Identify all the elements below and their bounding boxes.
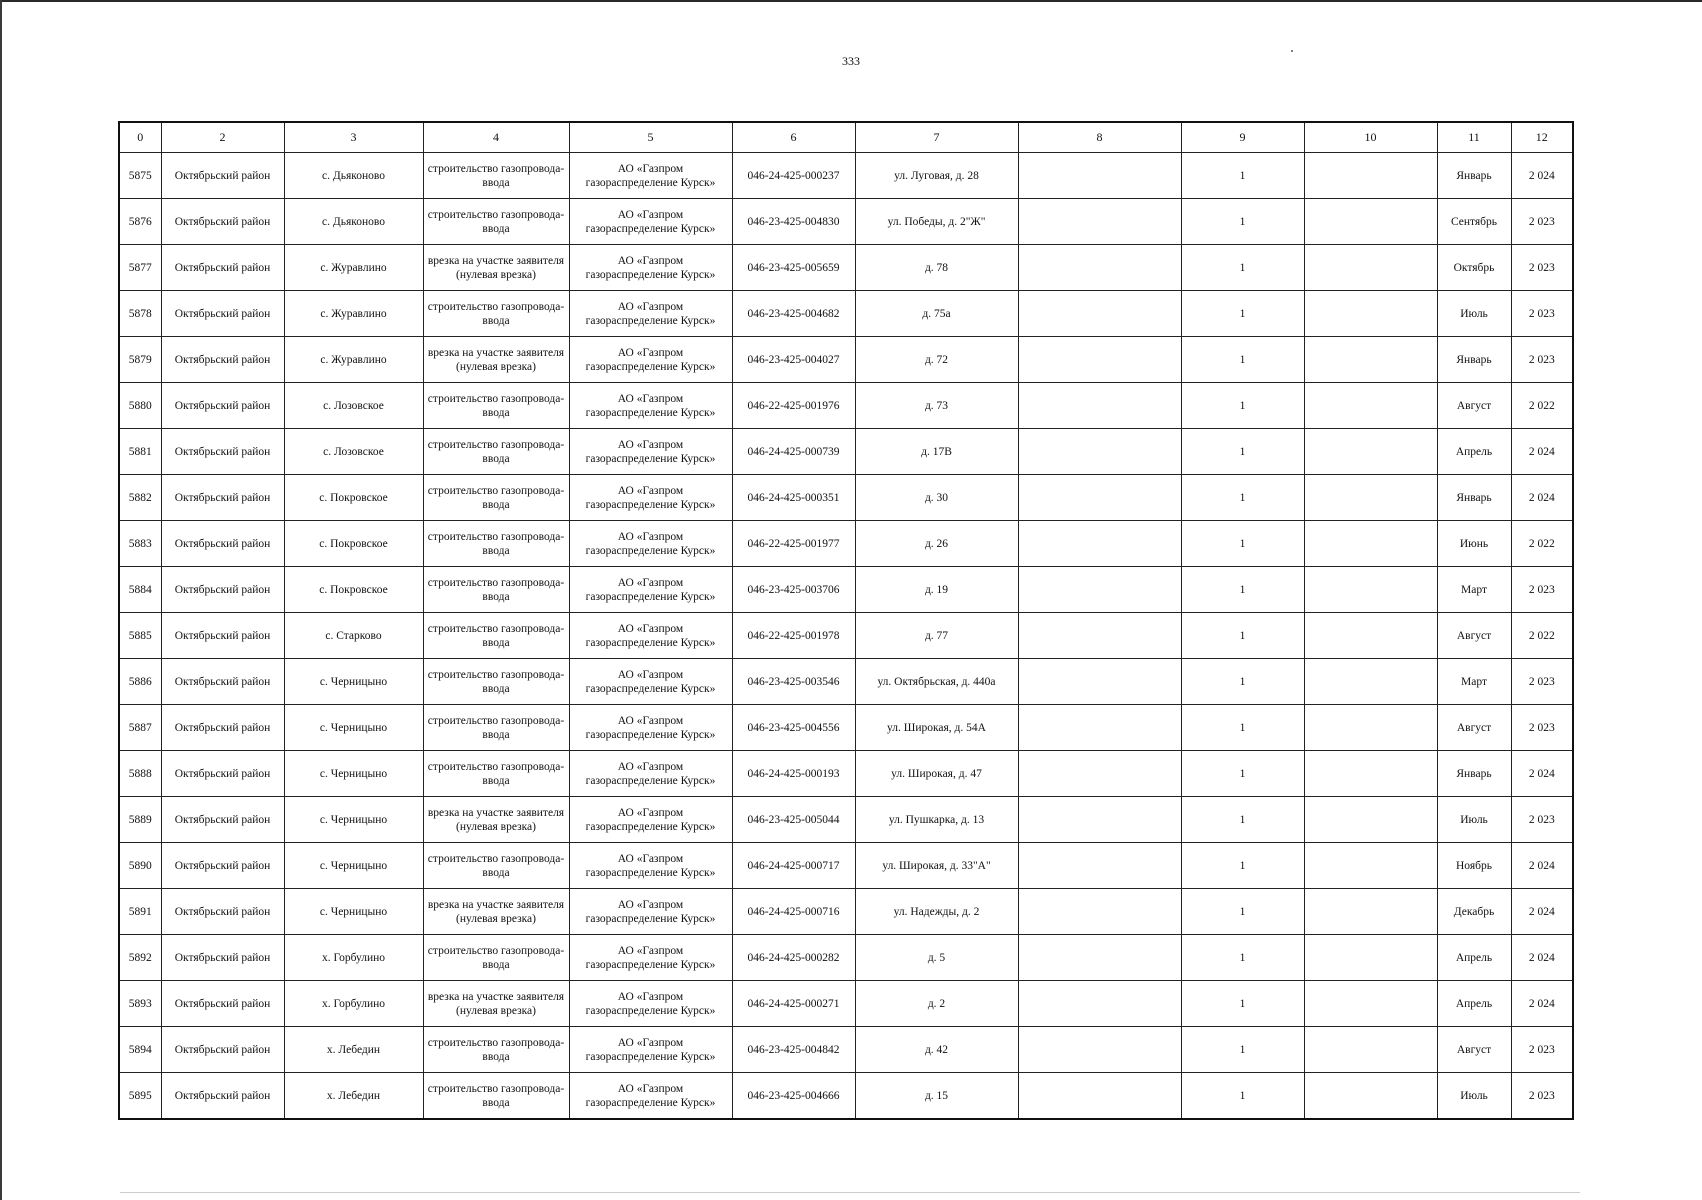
column-header: 8 [1018,122,1181,153]
column-10-cell [1304,981,1437,1027]
month-cell: Апрель [1437,429,1511,475]
address-cell: ул. Надежды, д. 2 [855,889,1018,935]
organization-cell: АО «Газпром газораспределение Курск» [569,383,732,429]
column-header: 3 [284,122,423,153]
month-cell: Январь [1437,751,1511,797]
table-row [119,797,1573,843]
district-cell: Октябрьский район [161,199,284,245]
work-type-cell: строительство газопровода-ввода [423,521,569,567]
row-number: 5879 [119,337,161,383]
organization-cell: АО «Газпром газораспределение Курск» [569,429,732,475]
row-number: 5886 [119,659,161,705]
quantity-cell: 1 [1181,475,1304,521]
quantity-cell: 1 [1181,981,1304,1027]
locality-cell: с. Покровское [284,475,423,521]
row-number: 5876 [119,199,161,245]
address-cell: ул. Победы, д. 2"Ж" [855,199,1018,245]
locality-cell: с. Лозовское [284,383,423,429]
row-number: 5893 [119,981,161,1027]
district-cell: Октябрьский район [161,429,284,475]
application-code-cell: 046-24-425-000193 [732,751,855,797]
organization-cell: АО «Газпром газораспределение Курск» [569,475,732,521]
application-code-cell: 046-24-425-000351 [732,475,855,521]
column-header: 0 [119,122,161,153]
year-cell: 2 024 [1511,751,1573,797]
organization-cell: АО «Газпром газораспределение Курск» [569,567,732,613]
month-cell: Август [1437,613,1511,659]
organization-cell: АО «Газпром газораспределение Курск» [569,521,732,567]
work-type-cell: строительство газопровода-ввода [423,843,569,889]
year-cell: 2 023 [1511,199,1573,245]
year-cell: 2 022 [1511,613,1573,659]
row-number: 5891 [119,889,161,935]
address-cell: ул. Октябрьская, д. 440а [855,659,1018,705]
table-row [119,981,1573,1027]
quantity-cell: 1 [1181,935,1304,981]
district-cell: Октябрьский район [161,751,284,797]
locality-cell: х. Горбулино [284,935,423,981]
year-cell: 2 024 [1511,475,1573,521]
column-8-cell [1018,567,1181,613]
quantity-cell: 1 [1181,567,1304,613]
organization-cell: АО «Газпром газораспределение Курск» [569,337,732,383]
quantity-cell: 1 [1181,751,1304,797]
organization-cell: АО «Газпром газораспределение Курск» [569,797,732,843]
district-cell: Октябрьский район [161,383,284,429]
district-cell: Октябрьский район [161,1027,284,1073]
column-10-cell [1304,429,1437,475]
locality-cell: с. Черницыно [284,705,423,751]
organization-cell: АО «Газпром газораспределение Курск» [569,291,732,337]
column-10-cell [1304,521,1437,567]
quantity-cell: 1 [1181,521,1304,567]
table-row [119,751,1573,797]
district-cell: Октябрьский район [161,567,284,613]
table-row [119,567,1573,613]
column-8-cell [1018,429,1181,475]
address-cell: д. 30 [855,475,1018,521]
district-cell: Октябрьский район [161,797,284,843]
column-8-cell [1018,521,1181,567]
district-cell: Октябрьский район [161,659,284,705]
application-code-cell: 046-24-425-000271 [732,981,855,1027]
month-cell: Сентябрь [1437,199,1511,245]
work-type-cell: строительство газопровода-ввода [423,429,569,475]
month-cell: Июль [1437,797,1511,843]
year-cell: 2 023 [1511,659,1573,705]
column-10-cell [1304,843,1437,889]
work-type-cell: врезка на участке заявителя (нулевая врезка) [423,797,569,843]
table-row [119,291,1573,337]
quantity-cell: 1 [1181,1027,1304,1073]
year-cell: 2 022 [1511,383,1573,429]
month-cell: Январь [1437,475,1511,521]
year-cell: 2 024 [1511,153,1573,199]
address-cell: д. 73 [855,383,1018,429]
table-row [119,889,1573,935]
column-8-cell [1018,245,1181,291]
district-cell: Октябрьский район [161,291,284,337]
table-row [119,337,1573,383]
district-cell: Октябрьский район [161,935,284,981]
address-cell: д. 42 [855,1027,1018,1073]
application-code-cell: 046-23-425-003546 [732,659,855,705]
year-cell: 2 023 [1511,337,1573,383]
table-row [119,935,1573,981]
address-cell: ул. Широкая, д. 33"А" [855,843,1018,889]
work-type-cell: строительство газопровода-ввода [423,383,569,429]
table-row [119,1027,1573,1073]
scan-bottom-edge [120,1192,1580,1193]
column-10-cell [1304,751,1437,797]
column-10-cell [1304,797,1437,843]
district-cell: Октябрьский район [161,337,284,383]
organization-cell: АО «Газпром газораспределение Курск» [569,889,732,935]
row-number: 5885 [119,613,161,659]
column-10-cell [1304,659,1437,705]
locality-cell: с. Старково [284,613,423,659]
work-type-cell: строительство газопровода-ввода [423,199,569,245]
column-10-cell [1304,199,1437,245]
application-code-cell: 046-23-425-004556 [732,705,855,751]
organization-cell: АО «Газпром газораспределение Курск» [569,843,732,889]
column-10-cell [1304,567,1437,613]
column-header: 2 [161,122,284,153]
district-cell: Октябрьский район [161,521,284,567]
application-code-cell: 046-22-425-001977 [732,521,855,567]
column-header: 6 [732,122,855,153]
year-cell: 2 024 [1511,429,1573,475]
application-code-cell: 046-23-425-004830 [732,199,855,245]
row-number: 5883 [119,521,161,567]
quantity-cell: 1 [1181,889,1304,935]
row-number: 5889 [119,797,161,843]
organization-cell: АО «Газпром газораспределение Курск» [569,613,732,659]
year-cell: 2 023 [1511,245,1573,291]
organization-cell: АО «Газпром газораспределение Курск» [569,935,732,981]
column-8-cell [1018,659,1181,705]
row-number: 5895 [119,1073,161,1120]
row-number: 5888 [119,751,161,797]
table-row [119,245,1573,291]
quantity-cell: 1 [1181,705,1304,751]
application-code-cell: 046-23-425-005659 [732,245,855,291]
month-cell: Июль [1437,1073,1511,1120]
district-cell: Октябрьский район [161,843,284,889]
locality-cell: с. Дьяконово [284,153,423,199]
registry-body [119,153,1573,1120]
address-cell: д. 19 [855,567,1018,613]
column-header: 7 [855,122,1018,153]
address-cell: д. 17В [855,429,1018,475]
column-10-cell [1304,1027,1437,1073]
work-type-cell: строительство газопровода-ввода [423,705,569,751]
column-8-cell [1018,383,1181,429]
address-cell: д. 77 [855,613,1018,659]
district-cell: Октябрьский район [161,153,284,199]
work-type-cell: врезка на участке заявителя (нулевая врезка) [423,337,569,383]
column-8-cell [1018,291,1181,337]
column-header: 12 [1511,122,1573,153]
organization-cell: АО «Газпром газораспределение Курск» [569,1027,732,1073]
column-8-cell [1018,613,1181,659]
table-row [119,199,1573,245]
month-cell: Октябрь [1437,245,1511,291]
locality-cell: с. Черницыно [284,889,423,935]
locality-cell: с. Журавлино [284,291,423,337]
scan-speck [1291,50,1293,52]
month-cell: Апрель [1437,981,1511,1027]
application-code-cell: 046-24-425-000716 [732,889,855,935]
table-row [119,383,1573,429]
district-cell: Октябрьский район [161,475,284,521]
application-code-cell: 046-23-425-005044 [732,797,855,843]
locality-cell: с. Дьяконово [284,199,423,245]
column-10-cell [1304,383,1437,429]
column-8-cell [1018,1027,1181,1073]
locality-cell: с. Лозовское [284,429,423,475]
address-cell: д. 78 [855,245,1018,291]
table-row [119,843,1573,889]
organization-cell: АО «Газпром газораспределение Курск» [569,705,732,751]
locality-cell: с. Черницыно [284,659,423,705]
work-type-cell: врезка на участке заявителя (нулевая врезка) [423,245,569,291]
district-cell: Октябрьский район [161,705,284,751]
table-row [119,659,1573,705]
locality-cell: с. Журавлино [284,337,423,383]
quantity-cell: 1 [1181,613,1304,659]
quantity-cell: 1 [1181,659,1304,705]
column-10-cell [1304,1073,1437,1120]
column-8-cell [1018,889,1181,935]
row-number: 5881 [119,429,161,475]
application-code-cell: 046-24-425-000717 [732,843,855,889]
column-8-cell [1018,1073,1181,1120]
column-8-cell [1018,199,1181,245]
column-header: 9 [1181,122,1304,153]
work-type-cell: строительство газопровода-ввода [423,659,569,705]
month-cell: Январь [1437,153,1511,199]
locality-cell: с. Черницыно [284,843,423,889]
year-cell: 2 023 [1511,705,1573,751]
work-type-cell: строительство газопровода-ввода [423,935,569,981]
application-code-cell: 046-23-425-003706 [732,567,855,613]
application-code-cell: 046-24-425-000282 [732,935,855,981]
address-cell: д. 72 [855,337,1018,383]
table-row [119,153,1573,199]
application-code-cell: 046-23-425-004682 [732,291,855,337]
column-8-cell [1018,843,1181,889]
year-cell: 2 023 [1511,1027,1573,1073]
locality-cell: с. Покровское [284,521,423,567]
row-number: 5880 [119,383,161,429]
address-cell: ул. Широкая, д. 47 [855,751,1018,797]
work-type-cell: строительство газопровода-ввода [423,613,569,659]
scan-edge-left [0,0,2,1200]
scan-edge-top [0,0,1702,2]
district-cell: Октябрьский район [161,613,284,659]
row-number: 5875 [119,153,161,199]
organization-cell: АО «Газпром газораспределение Курск» [569,981,732,1027]
table-row [119,1073,1573,1120]
registry-table [118,121,1574,1120]
column-10-cell [1304,935,1437,981]
column-8-cell [1018,981,1181,1027]
work-type-cell: строительство газопровода-ввода [423,291,569,337]
address-cell: д. 5 [855,935,1018,981]
column-header: 10 [1304,122,1437,153]
organization-cell: АО «Газпром газораспределение Курск» [569,1073,732,1120]
address-cell: д. 75а [855,291,1018,337]
column-header: 5 [569,122,732,153]
application-code-cell: 046-23-425-004027 [732,337,855,383]
year-cell: 2 024 [1511,889,1573,935]
year-cell: 2 023 [1511,567,1573,613]
column-10-cell [1304,153,1437,199]
month-cell: Декабрь [1437,889,1511,935]
address-cell: ул. Широкая, д. 54А [855,705,1018,751]
column-header: 4 [423,122,569,153]
organization-cell: АО «Газпром газораспределение Курск» [569,751,732,797]
column-8-cell [1018,935,1181,981]
application-code-cell: 046-24-425-000237 [732,153,855,199]
year-cell: 2 022 [1511,521,1573,567]
application-code-cell: 046-23-425-004666 [732,1073,855,1120]
address-cell: д. 2 [855,981,1018,1027]
district-cell: Октябрьский район [161,245,284,291]
quantity-cell: 1 [1181,291,1304,337]
table-row [119,429,1573,475]
locality-cell: х. Горбулино [284,981,423,1027]
organization-cell: АО «Газпром газораспределение Курск» [569,153,732,199]
header-row [119,122,1573,153]
table-row [119,613,1573,659]
address-cell: ул. Луговая, д. 28 [855,153,1018,199]
month-cell: Апрель [1437,935,1511,981]
column-8-cell [1018,153,1181,199]
year-cell: 2 024 [1511,843,1573,889]
row-number: 5882 [119,475,161,521]
quantity-cell: 1 [1181,153,1304,199]
locality-cell: с. Черницыно [284,797,423,843]
table-row [119,475,1573,521]
organization-cell: АО «Газпром газораспределение Курск» [569,659,732,705]
column-8-cell [1018,797,1181,843]
row-number: 5878 [119,291,161,337]
month-cell: Март [1437,567,1511,613]
locality-cell: х. Лебедин [284,1073,423,1120]
locality-cell: с. Покровское [284,567,423,613]
quantity-cell: 1 [1181,199,1304,245]
month-cell: Март [1437,659,1511,705]
column-8-cell [1018,751,1181,797]
column-10-cell [1304,291,1437,337]
column-10-cell [1304,889,1437,935]
row-number: 5894 [119,1027,161,1073]
quantity-cell: 1 [1181,429,1304,475]
locality-cell: с. Журавлино [284,245,423,291]
address-cell: д. 26 [855,521,1018,567]
page-number: 333 [842,54,860,68]
work-type-cell: врезка на участке заявителя (нулевая врезка) [423,889,569,935]
column-10-cell [1304,613,1437,659]
application-code-cell: 046-22-425-001978 [732,613,855,659]
month-cell: Январь [1437,337,1511,383]
district-cell: Октябрьский район [161,981,284,1027]
column-8-cell [1018,705,1181,751]
locality-cell: х. Лебедин [284,1027,423,1073]
application-code-cell: 046-23-425-004842 [732,1027,855,1073]
month-cell: Август [1437,1027,1511,1073]
month-cell: Ноябрь [1437,843,1511,889]
organization-cell: АО «Газпром газораспределение Курск» [569,199,732,245]
month-cell: Август [1437,705,1511,751]
work-type-cell: строительство газопровода-ввода [423,1073,569,1120]
quantity-cell: 1 [1181,797,1304,843]
locality-cell: с. Черницыно [284,751,423,797]
column-8-cell [1018,337,1181,383]
month-cell: Июль [1437,291,1511,337]
month-cell: Август [1437,383,1511,429]
application-code-cell: 046-24-425-000739 [732,429,855,475]
row-number: 5892 [119,935,161,981]
column-10-cell [1304,705,1437,751]
column-10-cell [1304,245,1437,291]
work-type-cell: строительство газопровода-ввода [423,475,569,521]
table-row [119,705,1573,751]
row-number: 5890 [119,843,161,889]
address-cell: ул. Пушкарка, д. 13 [855,797,1018,843]
work-type-cell: строительство газопровода-ввода [423,1027,569,1073]
organization-cell: АО «Газпром газораспределение Курск» [569,245,732,291]
quantity-cell: 1 [1181,383,1304,429]
row-number: 5887 [119,705,161,751]
quantity-cell: 1 [1181,245,1304,291]
address-cell: д. 15 [855,1073,1018,1120]
year-cell: 2 024 [1511,935,1573,981]
district-cell: Октябрьский район [161,1073,284,1120]
month-cell: Июнь [1437,521,1511,567]
year-cell: 2 023 [1511,1073,1573,1120]
row-number: 5884 [119,567,161,613]
row-number: 5877 [119,245,161,291]
quantity-cell: 1 [1181,843,1304,889]
district-cell: Октябрьский район [161,889,284,935]
work-type-cell: врезка на участке заявителя (нулевая врезка) [423,981,569,1027]
year-cell: 2 023 [1511,797,1573,843]
table-row [119,521,1573,567]
column-10-cell [1304,475,1437,521]
application-code-cell: 046-22-425-001976 [732,383,855,429]
column-header: 11 [1437,122,1511,153]
work-type-cell: строительство газопровода-ввода [423,567,569,613]
column-8-cell [1018,475,1181,521]
work-type-cell: строительство газопровода-ввода [423,751,569,797]
year-cell: 2 023 [1511,291,1573,337]
column-10-cell [1304,337,1437,383]
quantity-cell: 1 [1181,337,1304,383]
year-cell: 2 024 [1511,981,1573,1027]
work-type-cell: строительство газопровода-ввода [423,153,569,199]
quantity-cell: 1 [1181,1073,1304,1120]
